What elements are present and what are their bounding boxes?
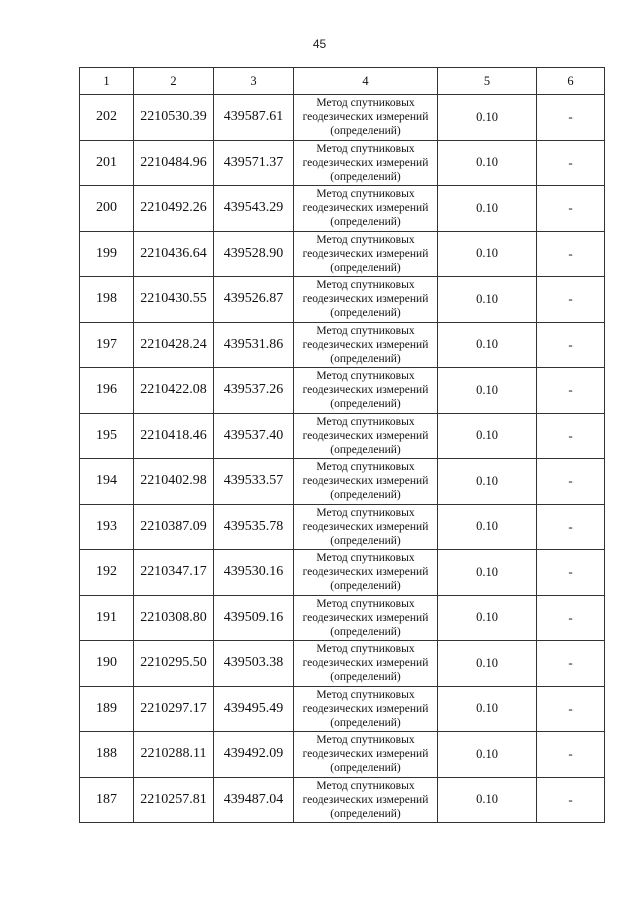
method-line: геодезических измерений bbox=[302, 156, 429, 169]
method-line: Метод спутниковых bbox=[316, 779, 415, 792]
method-line: Метод спутниковых bbox=[316, 461, 415, 474]
table-body bbox=[80, 95, 605, 823]
x-coordinate-cell: 2210436.64 bbox=[134, 231, 214, 277]
method-line: (определений) bbox=[330, 216, 401, 229]
y-coordinate-cell: 439528.90 bbox=[214, 231, 294, 277]
y-coordinate-cell: 439503.38 bbox=[214, 641, 294, 687]
method-line: Метод спутниковых bbox=[316, 688, 415, 701]
point-number-cell: 197 bbox=[80, 322, 134, 368]
point-number-cell: 202 bbox=[80, 95, 134, 141]
method-line: (определений) bbox=[330, 807, 401, 820]
x-coordinate-cell: 2210308.80 bbox=[134, 595, 214, 641]
method-line: (определений) bbox=[330, 762, 401, 775]
x-coordinate-cell: 2210402.98 bbox=[134, 459, 214, 505]
x-coordinate-cell: 2210297.17 bbox=[134, 686, 214, 732]
y-coordinate-cell: 439531.86 bbox=[214, 322, 294, 368]
x-coordinate-cell: 2210418.46 bbox=[134, 413, 214, 459]
note-cell: - bbox=[537, 595, 605, 641]
header-col-1: 1 bbox=[80, 68, 134, 95]
y-coordinate-cell: 439587.61 bbox=[214, 95, 294, 141]
x-coordinate-cell: 2210347.17 bbox=[134, 550, 214, 596]
method-line: (определений) bbox=[330, 307, 401, 320]
table-row bbox=[80, 322, 605, 368]
x-coordinate-cell: 2210492.26 bbox=[134, 186, 214, 232]
point-number-cell: 198 bbox=[80, 277, 134, 323]
table-row bbox=[80, 368, 605, 414]
table-row bbox=[80, 550, 605, 596]
point-number-cell: 194 bbox=[80, 459, 134, 505]
note-cell: - bbox=[537, 732, 605, 778]
table-row bbox=[80, 641, 605, 687]
method-cell bbox=[294, 459, 438, 505]
accuracy-cell: 0.10 bbox=[438, 777, 537, 823]
accuracy-cell: 0.10 bbox=[438, 641, 537, 687]
point-number-cell: 193 bbox=[80, 504, 134, 550]
table-row bbox=[80, 140, 605, 186]
note-cell: - bbox=[537, 368, 605, 414]
method-line: (определений) bbox=[330, 716, 401, 729]
method-line: геодезических измерений bbox=[302, 475, 429, 488]
y-coordinate-cell: 439571.37 bbox=[214, 140, 294, 186]
accuracy-cell: 0.10 bbox=[438, 140, 537, 186]
table-row bbox=[80, 231, 605, 277]
accuracy-cell: 0.10 bbox=[438, 322, 537, 368]
point-number-cell: 199 bbox=[80, 231, 134, 277]
method-line: Метод спутниковых bbox=[316, 97, 415, 110]
y-coordinate-cell: 439535.78 bbox=[214, 504, 294, 550]
point-number-cell: 196 bbox=[80, 368, 134, 414]
method-line: геодезических измерений bbox=[302, 202, 429, 215]
method-line: (определений) bbox=[330, 489, 401, 502]
method-cell bbox=[294, 413, 438, 459]
method-cell bbox=[294, 595, 438, 641]
note-cell: - bbox=[537, 686, 605, 732]
method-cell bbox=[294, 277, 438, 323]
y-coordinate-cell: 439543.29 bbox=[214, 186, 294, 232]
point-number-cell: 191 bbox=[80, 595, 134, 641]
x-coordinate-cell: 2210422.08 bbox=[134, 368, 214, 414]
method-line: геодезических измерений bbox=[302, 748, 429, 761]
table-header-row bbox=[80, 68, 605, 95]
x-coordinate-cell: 2210530.39 bbox=[134, 95, 214, 141]
accuracy-cell: 0.10 bbox=[438, 186, 537, 232]
note-cell: - bbox=[537, 413, 605, 459]
method-line: Метод спутниковых bbox=[316, 370, 415, 383]
header-col-2: 2 bbox=[134, 68, 214, 95]
method-line: Метод спутниковых bbox=[316, 415, 415, 428]
note-cell: - bbox=[537, 277, 605, 323]
table-row bbox=[80, 504, 605, 550]
method-cell bbox=[294, 732, 438, 778]
accuracy-cell: 0.10 bbox=[438, 595, 537, 641]
note-cell: - bbox=[537, 95, 605, 141]
point-number-cell: 190 bbox=[80, 641, 134, 687]
note-cell: - bbox=[537, 459, 605, 505]
table-row bbox=[80, 413, 605, 459]
method-cell bbox=[294, 777, 438, 823]
note-cell: - bbox=[537, 322, 605, 368]
y-coordinate-cell: 439487.04 bbox=[214, 777, 294, 823]
method-line: геодезических измерений bbox=[302, 611, 429, 624]
accuracy-cell: 0.10 bbox=[438, 732, 537, 778]
method-line: Метод спутниковых bbox=[316, 506, 415, 519]
point-number-cell: 188 bbox=[80, 732, 134, 778]
y-coordinate-cell: 439492.09 bbox=[214, 732, 294, 778]
y-coordinate-cell: 439495.49 bbox=[214, 686, 294, 732]
note-cell: - bbox=[537, 186, 605, 232]
method-line: Метод спутниковых bbox=[316, 279, 415, 292]
page-number: 45 bbox=[312, 37, 327, 51]
method-cell bbox=[294, 686, 438, 732]
method-cell bbox=[294, 368, 438, 414]
y-coordinate-cell: 439537.40 bbox=[214, 413, 294, 459]
note-cell: - bbox=[537, 777, 605, 823]
header-col-6: 6 bbox=[537, 68, 605, 95]
method-cell bbox=[294, 550, 438, 596]
method-line: (определений) bbox=[330, 261, 401, 274]
method-line: Метод спутниковых bbox=[316, 188, 415, 201]
method-line: (определений) bbox=[330, 170, 401, 183]
method-line: (определений) bbox=[330, 398, 401, 411]
note-cell: - bbox=[537, 231, 605, 277]
y-coordinate-cell: 439530.16 bbox=[214, 550, 294, 596]
y-coordinate-cell: 439533.57 bbox=[214, 459, 294, 505]
method-line: геодезических измерений bbox=[302, 293, 429, 306]
method-line: (определений) bbox=[330, 534, 401, 547]
method-line: Метод спутниковых bbox=[316, 552, 415, 565]
method-line: (определений) bbox=[330, 125, 401, 138]
method-line: Метод спутниковых bbox=[316, 142, 415, 155]
method-cell bbox=[294, 140, 438, 186]
method-line: геодезических измерений bbox=[302, 657, 429, 670]
method-cell bbox=[294, 186, 438, 232]
method-line: геодезических измерений bbox=[302, 338, 429, 351]
accuracy-cell: 0.10 bbox=[438, 413, 537, 459]
point-number-cell: 200 bbox=[80, 186, 134, 232]
x-coordinate-cell: 2210484.96 bbox=[134, 140, 214, 186]
y-coordinate-cell: 439509.16 bbox=[214, 595, 294, 641]
x-coordinate-cell: 2210257.81 bbox=[134, 777, 214, 823]
method-line: геодезических измерений bbox=[302, 429, 429, 442]
method-line: Метод спутниковых bbox=[316, 734, 415, 747]
coordinates-table bbox=[79, 67, 605, 823]
header-col-4: 4 bbox=[294, 68, 438, 95]
point-number-cell: 195 bbox=[80, 413, 134, 459]
method-line: геодезических измерений bbox=[302, 384, 429, 397]
note-cell: - bbox=[537, 550, 605, 596]
x-coordinate-cell: 2210428.24 bbox=[134, 322, 214, 368]
method-line: (определений) bbox=[330, 580, 401, 593]
note-cell: - bbox=[537, 641, 605, 687]
header-col-5: 5 bbox=[438, 68, 537, 95]
x-coordinate-cell: 2210295.50 bbox=[134, 641, 214, 687]
method-line: Метод спутниковых bbox=[316, 597, 415, 610]
accuracy-cell: 0.10 bbox=[438, 686, 537, 732]
y-coordinate-cell: 439526.87 bbox=[214, 277, 294, 323]
method-line: Метод спутниковых bbox=[316, 233, 415, 246]
method-cell bbox=[294, 641, 438, 687]
accuracy-cell: 0.10 bbox=[438, 550, 537, 596]
method-line: геодезических измерений bbox=[302, 793, 429, 806]
method-line: геодезических измерений bbox=[302, 566, 429, 579]
point-number-cell: 201 bbox=[80, 140, 134, 186]
table-row bbox=[80, 277, 605, 323]
method-cell bbox=[294, 322, 438, 368]
table-row bbox=[80, 95, 605, 141]
y-coordinate-cell: 439537.26 bbox=[214, 368, 294, 414]
table-row bbox=[80, 686, 605, 732]
table-row bbox=[80, 459, 605, 505]
note-cell: - bbox=[537, 140, 605, 186]
method-line: Метод спутниковых bbox=[316, 324, 415, 337]
method-line: геодезических измерений bbox=[302, 702, 429, 715]
point-number-cell: 187 bbox=[80, 777, 134, 823]
point-number-cell: 189 bbox=[80, 686, 134, 732]
method-cell bbox=[294, 95, 438, 141]
method-line: геодезических измерений bbox=[302, 520, 429, 533]
method-line: геодезических измерений bbox=[302, 111, 429, 124]
header-col-3: 3 bbox=[214, 68, 294, 95]
x-coordinate-cell: 2210288.11 bbox=[134, 732, 214, 778]
point-number-cell: 192 bbox=[80, 550, 134, 596]
table-row bbox=[80, 186, 605, 232]
method-cell bbox=[294, 504, 438, 550]
method-line: геодезических измерений bbox=[302, 247, 429, 260]
method-line: (определений) bbox=[330, 443, 401, 456]
table-row bbox=[80, 777, 605, 823]
method-line: Метод спутниковых bbox=[316, 643, 415, 656]
x-coordinate-cell: 2210387.09 bbox=[134, 504, 214, 550]
accuracy-cell: 0.10 bbox=[438, 459, 537, 505]
accuracy-cell: 0.10 bbox=[438, 231, 537, 277]
accuracy-cell: 0.10 bbox=[438, 504, 537, 550]
accuracy-cell: 0.10 bbox=[438, 277, 537, 323]
accuracy-cell: 0.10 bbox=[438, 95, 537, 141]
table-row bbox=[80, 595, 605, 641]
method-line: (определений) bbox=[330, 671, 401, 684]
method-line: (определений) bbox=[330, 352, 401, 365]
table-row bbox=[80, 732, 605, 778]
accuracy-cell: 0.10 bbox=[438, 368, 537, 414]
note-cell: - bbox=[537, 504, 605, 550]
method-line: (определений) bbox=[330, 625, 401, 638]
x-coordinate-cell: 2210430.55 bbox=[134, 277, 214, 323]
method-cell bbox=[294, 231, 438, 277]
